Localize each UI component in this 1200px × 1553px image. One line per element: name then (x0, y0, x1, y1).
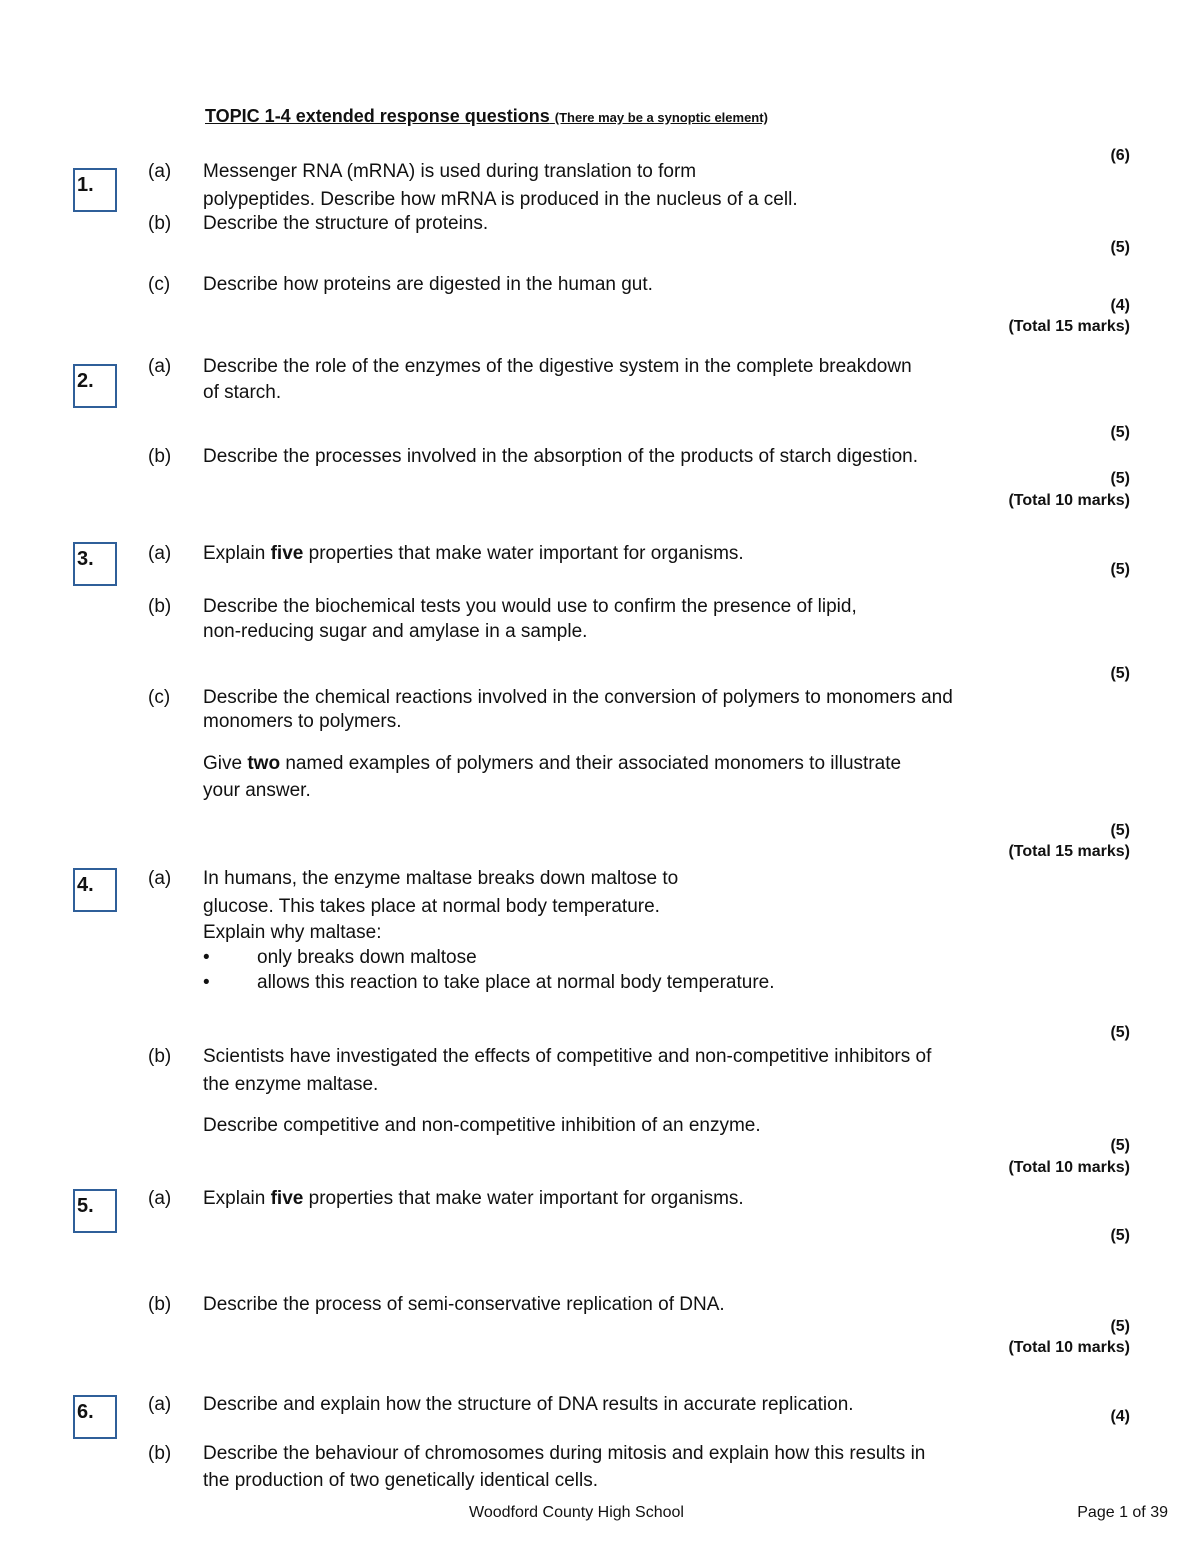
q1c-marks: (4) (1110, 297, 1130, 314)
q4a-text-line-2: glucose. This takes place at normal body temperature. (203, 896, 660, 917)
q3b-marks: (5) (1110, 665, 1130, 682)
question-number-3: 3. (73, 542, 117, 586)
q2a-text-line-1: Describe the role of the enzymes of the digestive system in the complete breakdown (203, 356, 912, 377)
q3c-text-line-2: monomers to polymers. (203, 711, 402, 732)
q2b-label: (b) (148, 446, 172, 467)
q3a-marks: (5) (1110, 561, 1130, 578)
footer-school: Woodford County High School (469, 1504, 684, 1521)
q6b-text-line-2: the production of two genetically identical cells. (203, 1470, 599, 1491)
title-main: TOPIC 1-4 extended response questions (205, 106, 550, 126)
q1b-marks: (5) (1110, 239, 1130, 256)
q6a-label: (a) (148, 1394, 172, 1415)
q1-total-marks: (Total 15 marks) (1008, 318, 1130, 335)
q4b-label: (b) (148, 1046, 172, 1067)
q3c-marks: (5) (1110, 822, 1130, 839)
q6a-marks: (4) (1110, 1408, 1130, 1425)
q5a-text: Explain five properties that make water important for organisms. (203, 1188, 744, 1209)
q1a-label: (a) (148, 161, 172, 182)
q4a-text-line-1: In humans, the enzyme maltase breaks down maltose to (203, 868, 679, 889)
q5b-label: (b) (148, 1294, 172, 1315)
q3b-text-line-2: non-reducing sugar and amylase in a sample. (203, 621, 588, 642)
q3a-label: (a) (148, 543, 172, 564)
q2a-marks: (5) (1110, 424, 1130, 441)
q3c-label: (c) (148, 687, 171, 708)
title-note: (There may be a synoptic element) (554, 110, 768, 125)
q3c-text-line-1: Describe the chemical reactions involved in the conversion of polymers to monomers and (203, 687, 953, 708)
q4a-marks: (5) (1110, 1024, 1130, 1041)
q2a-text-line-2: of starch. (203, 382, 282, 403)
question-number-5: 5. (73, 1189, 117, 1233)
q5-total-marks: (Total 10 marks) (1008, 1339, 1130, 1356)
q4a-bullet-1-text: only breaks down maltose (257, 947, 477, 968)
q4b-text-line-1: Scientists have investigated the effects of competitive and non-competitive inhibitors of (203, 1046, 932, 1067)
q3c-extra-line-2: your answer. (203, 780, 311, 801)
q6a-text: Describe and explain how the structure of DNA results in accurate replication. (203, 1394, 854, 1415)
q5a-marks: (5) (1110, 1227, 1130, 1244)
q5b-marks: (5) (1110, 1318, 1130, 1335)
q1a-text-line-2: polypeptides. Describe how mRNA is produced in the nucleus of a cell. (203, 189, 798, 210)
footer-page-number: Page 1 of 39 (1077, 1504, 1168, 1521)
q4b-extra: Describe competitive and non-competitive inhibition of an enzyme. (203, 1115, 761, 1136)
q4-total-marks: (Total 10 marks) (1008, 1159, 1130, 1176)
q3c-extra-line-1: Give two named examples of polymers and their associated monomers to illustrate (203, 753, 902, 774)
question-number-4: 4. (73, 868, 117, 912)
page-title (205, 106, 768, 127)
q2b-text: Describe the processes involved in the absorption of the products of starch digestion. (203, 446, 919, 467)
q6b-text-line-1: Describe the behaviour of chromosomes during mitosis and explain how this results in (203, 1443, 926, 1464)
q5b-text: Describe the process of semi-conservative replication of DNA. (203, 1294, 725, 1315)
q4a-bullet-1-mark: • (203, 947, 210, 968)
q1b-text: Describe the structure of proteins. (203, 213, 489, 234)
q2a-label: (a) (148, 356, 172, 377)
q2-total-marks: (Total 10 marks) (1008, 492, 1130, 509)
question-number-6: 6. (73, 1395, 117, 1439)
q4a-bullet-2-text: allows this reaction to take place at normal body temperature. (257, 972, 775, 993)
q4b-text-line-2: the enzyme maltase. (203, 1074, 379, 1095)
q4b-marks: (5) (1110, 1137, 1130, 1154)
q3a-text: Explain five properties that make water important for organisms. (203, 543, 744, 564)
q2b-marks: (5) (1110, 470, 1130, 487)
q4a-bullet-2-mark: • (203, 972, 210, 993)
q6b-label: (b) (148, 1443, 172, 1464)
q1a-marks: (6) (1110, 147, 1130, 164)
q1b-label: (b) (148, 213, 172, 234)
q1a-text-line-1: Messenger RNA (mRNA) is used during translation to form (203, 161, 697, 182)
q3-total-marks: (Total 15 marks) (1008, 843, 1130, 860)
question-number-2: 2. (73, 364, 117, 408)
question-number-1: 1. (73, 168, 117, 212)
q5a-label: (a) (148, 1188, 172, 1209)
q4a-label: (a) (148, 868, 172, 889)
q3b-label: (b) (148, 596, 172, 617)
q3b-text-line-1: Describe the biochemical tests you would use to confirm the presence of lipid, (203, 596, 857, 617)
q4a-text-line-3: Explain why maltase: (203, 922, 382, 943)
q1c-label: (c) (148, 274, 171, 295)
q1c-text: Describe how proteins are digested in the human gut. (203, 274, 653, 295)
